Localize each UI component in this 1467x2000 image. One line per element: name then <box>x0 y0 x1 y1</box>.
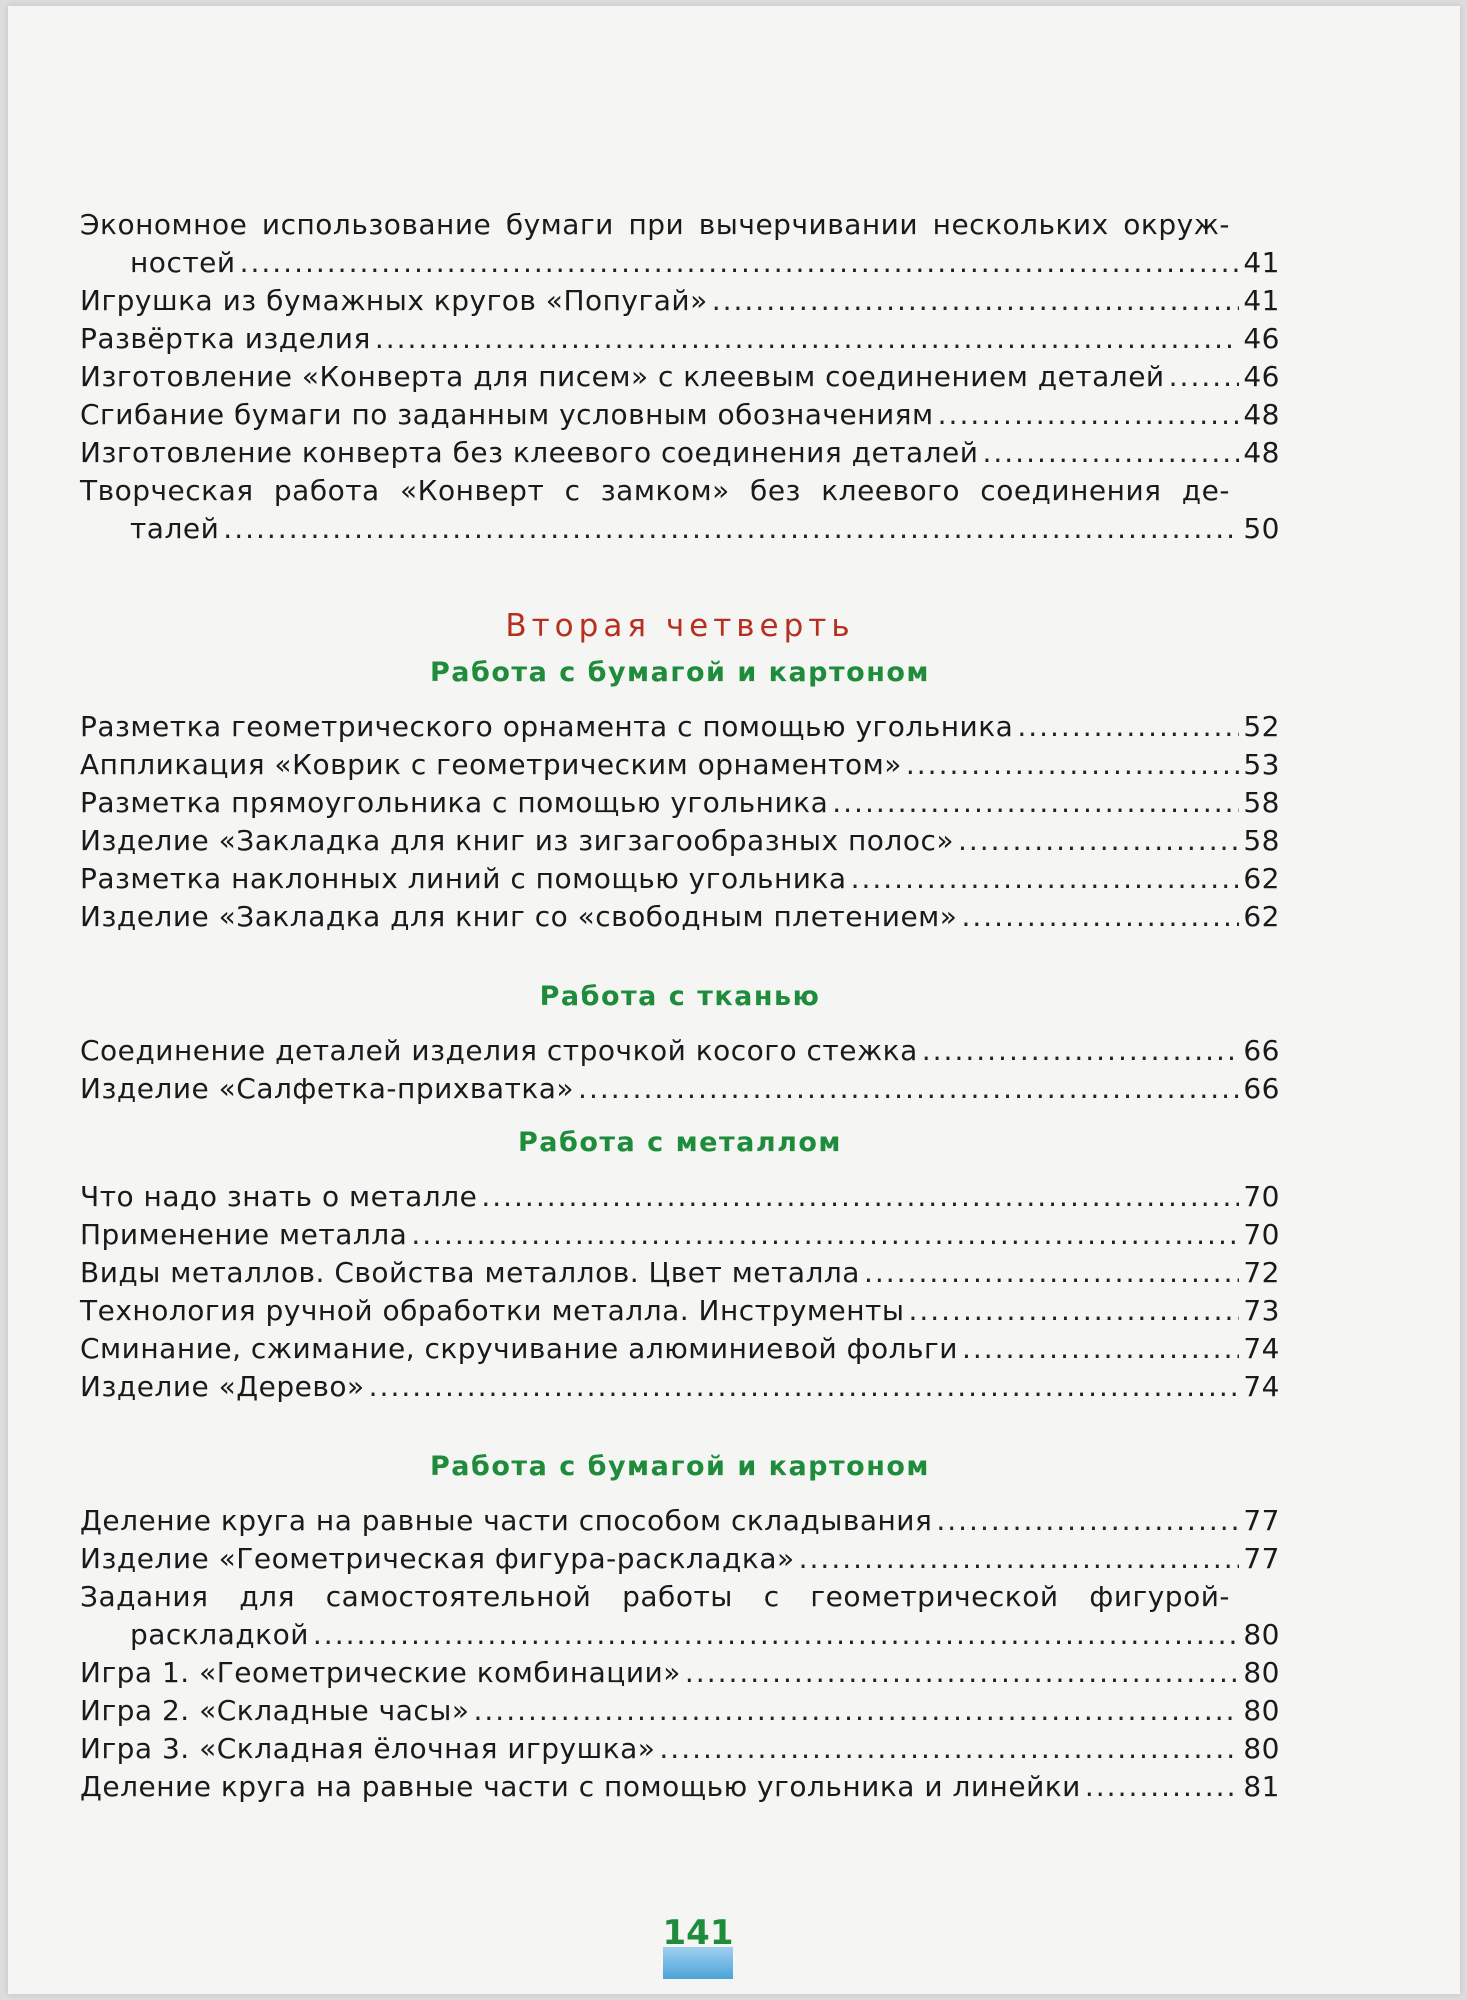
toc-entry[interactable] <box>80 746 1280 784</box>
toc-entry-page: 80 <box>1243 1694 1280 1727</box>
toc-entry-title: Изделие «Геометрическая фигура-раскладка» <box>80 1542 795 1575</box>
toc-entry-title: Соединение деталей изделия строчкой косого стежка <box>80 1034 918 1067</box>
toc-entry-title: ностей <box>130 246 236 279</box>
toc-entry-title: Изготовление конверта без клеевого соединения деталей <box>80 436 979 469</box>
toc-entry-page: 53 <box>1243 748 1280 781</box>
toc-entry[interactable] <box>80 1654 1280 1692</box>
toc-leader-dots <box>474 1692 1240 1730</box>
toc-entry[interactable] <box>80 1368 1280 1406</box>
toc-entry-line: Задания для самостоятельной работы с геометрической фигурой- <box>80 1580 1230 1613</box>
toc-entry-page: 70 <box>1243 1218 1280 1251</box>
toc-entry-page: 48 <box>1243 398 1280 431</box>
toc-entry[interactable] <box>80 1730 1280 1768</box>
toc-entry-page: 66 <box>1243 1072 1280 1105</box>
toc-entry[interactable] <box>80 1768 1280 1806</box>
toc-leader-dots <box>936 1502 1239 1540</box>
toc-entry-line: Творческая работа «Конверт с замком» без клеевого соединения де- <box>80 474 1230 507</box>
toc-entry-page: 80 <box>1243 1656 1280 1689</box>
toc-leader-dots <box>1085 1768 1239 1806</box>
toc-leader-dots <box>481 1178 1239 1216</box>
book-page <box>8 6 1460 1994</box>
toc-entry-title: Сминание, сжимание, скручивание алюминиевой фольги <box>80 1332 958 1365</box>
toc-entry[interactable] <box>80 708 1280 746</box>
toc-entry[interactable] <box>80 244 1280 282</box>
toc-entry-page: 80 <box>1243 1732 1280 1765</box>
toc-entry[interactable] <box>80 320 1280 358</box>
toc-entry-title: Деление круга на равные части способом складывания <box>80 1504 933 1537</box>
toc-entry-title: Игрушка из бумажных кругов «Попугай» <box>80 284 708 317</box>
page-number: 141 <box>662 1913 734 1953</box>
toc-group-paper-2 <box>80 1502 1280 1806</box>
toc-leader-dots <box>1169 358 1240 396</box>
toc-leader-dots <box>223 510 1239 548</box>
toc-entry-page: 73 <box>1243 1294 1280 1327</box>
toc-entry-page: 46 <box>1243 360 1280 393</box>
toc-leader-dots <box>922 1032 1240 1070</box>
toc-group-paper-1 <box>80 708 1280 936</box>
toc-entry[interactable] <box>80 1254 1280 1292</box>
toc-leader-dots <box>375 320 1240 358</box>
toc-entry[interactable] <box>80 860 1280 898</box>
toc-entry[interactable] <box>80 784 1280 822</box>
toc-entry[interactable] <box>80 510 1280 548</box>
toc-leader-dots <box>982 434 1239 472</box>
toc-entry[interactable] <box>80 396 1280 434</box>
toc-entry-title: Изделие «Салфетка-прихватка» <box>80 1072 575 1105</box>
section-title-fabric: Работа с тканью <box>539 981 821 1012</box>
toc-leader-dots <box>962 1330 1239 1368</box>
toc-entry-page: 81 <box>1243 1770 1280 1803</box>
toc-entry-page: 77 <box>1243 1542 1280 1575</box>
toc-group-metal <box>80 1178 1280 1406</box>
toc-entry[interactable] <box>80 1032 1280 1070</box>
toc-leader-dots <box>906 746 1239 784</box>
section-title-paper-1: Работа с бумагой и картоном <box>430 657 930 688</box>
toc-entry[interactable] <box>80 282 1280 320</box>
toc-leader-dots <box>712 282 1240 320</box>
toc-group-fabric <box>80 1032 1280 1108</box>
section-title-paper-2: Работа с бумагой и картоном <box>430 1451 930 1482</box>
toc-entry-page: 46 <box>1243 322 1280 355</box>
toc-entry-title: Аппликация «Коврик с геометрическим орнаментом» <box>80 748 902 781</box>
toc-entry-title: Виды металлов. Свойства металлов. Цвет металла <box>80 1256 860 1289</box>
toc-group-top <box>80 206 1280 548</box>
toc-entry-title: Разметка прямоугольника с помощью угольника <box>80 786 829 819</box>
toc-leader-dots <box>938 396 1240 434</box>
toc-leader-dots <box>851 860 1240 898</box>
toc-entry-page: 58 <box>1243 824 1280 857</box>
toc-entry-title: Технология ручной обработки металла. Инструменты <box>80 1294 905 1327</box>
toc-entry-page: 41 <box>1243 284 1280 317</box>
toc-entry-title: талей <box>130 512 220 545</box>
toc-entry-title: Что надо знать о металле <box>80 1180 478 1213</box>
toc-entry-title: Изделие «Закладка для книг из зигзагообразных полос» <box>80 824 954 857</box>
toc-leader-dots <box>1017 708 1239 746</box>
toc-entry-page: 77 <box>1243 1504 1280 1537</box>
toc-entry-title: Изготовление «Конверта для писем» с клеевым соединением деталей <box>80 360 1165 393</box>
page-number-badge <box>648 1911 748 1979</box>
toc-entry-page: 62 <box>1243 900 1280 933</box>
toc-entry-title: Разметка наклонных линий с помощью угольника <box>80 862 847 895</box>
toc-entry[interactable] <box>80 1178 1280 1216</box>
toc-entry-title: Разметка геометрического орнамента с помощью угольника <box>80 710 1014 743</box>
toc-entry-page: 72 <box>1243 1256 1280 1289</box>
toc-entry[interactable] <box>80 1330 1280 1368</box>
toc-entry[interactable] <box>80 1070 1280 1108</box>
toc-entry-page: 66 <box>1243 1034 1280 1067</box>
toc-leader-dots <box>961 898 1239 936</box>
toc-entry[interactable] <box>80 1502 1280 1540</box>
toc-entry[interactable] <box>80 822 1280 860</box>
toc-entry-page: 48 <box>1243 436 1280 469</box>
toc-entry-page: 50 <box>1243 512 1280 545</box>
toc-entry[interactable] <box>80 898 1280 936</box>
toc-entry-page: 74 <box>1243 1370 1280 1403</box>
toc-leader-dots <box>958 822 1239 860</box>
toc-leader-dots <box>369 1368 1240 1406</box>
toc-entry-page: 52 <box>1243 710 1280 743</box>
toc-entry[interactable] <box>80 1540 1280 1578</box>
toc-leader-dots <box>864 1254 1239 1292</box>
toc-entry-title: Применение металла <box>80 1218 408 1251</box>
toc-entry[interactable] <box>80 358 1280 396</box>
toc-leader-dots <box>240 244 1240 282</box>
table-of-contents <box>80 206 1280 1806</box>
toc-entry[interactable] <box>80 1616 1280 1654</box>
toc-entry-title: Развёртка изделия <box>80 322 371 355</box>
toc-entry[interactable] <box>80 1692 1280 1730</box>
toc-leader-dots <box>578 1070 1239 1108</box>
toc-entry-title: Игра 1. «Геометрические комбинации» <box>80 1656 681 1689</box>
toc-entry-title: Деление круга на равные части с помощью угольника и линейки <box>80 1770 1081 1803</box>
toc-entry-title: Изделие «Закладка для книг со «свободным плетением» <box>80 900 958 933</box>
toc-entry-title: Изделие «Дерево» <box>80 1370 365 1403</box>
toc-entry-page: 58 <box>1243 786 1280 819</box>
toc-entry-page: 80 <box>1243 1618 1280 1651</box>
toc-entry-title: Игра 3. «Складная ёлочная игрушка» <box>80 1732 656 1765</box>
toc-entry-line: Экономное использование бумаги при вычерчивании нескольких окруж- <box>80 208 1230 241</box>
toc-entry-page: 74 <box>1243 1332 1280 1365</box>
toc-entry[interactable] <box>80 434 1280 472</box>
toc-entry-title: Игра 2. «Складные часы» <box>80 1694 470 1727</box>
toc-leader-dots <box>908 1292 1239 1330</box>
toc-leader-dots <box>799 1540 1240 1578</box>
toc-leader-dots <box>313 1616 1239 1654</box>
toc-entry-title: Сгибание бумаги по заданным условным обозначениям <box>80 398 934 431</box>
toc-entry-page: 70 <box>1243 1180 1280 1213</box>
toc-leader-dots <box>832 784 1239 822</box>
toc-leader-dots <box>659 1730 1239 1768</box>
quarter-title: Вторая четверть <box>505 608 855 644</box>
toc-entry-page: 41 <box>1243 246 1280 279</box>
toc-entry[interactable] <box>80 1292 1280 1330</box>
toc-leader-dots <box>411 1216 1239 1254</box>
toc-entry-title: раскладкой <box>130 1618 309 1651</box>
toc-leader-dots <box>685 1654 1239 1692</box>
section-title-metal: Работа с металлом <box>517 1127 842 1158</box>
toc-entry-page: 62 <box>1243 862 1280 895</box>
toc-entry[interactable] <box>80 1216 1280 1254</box>
